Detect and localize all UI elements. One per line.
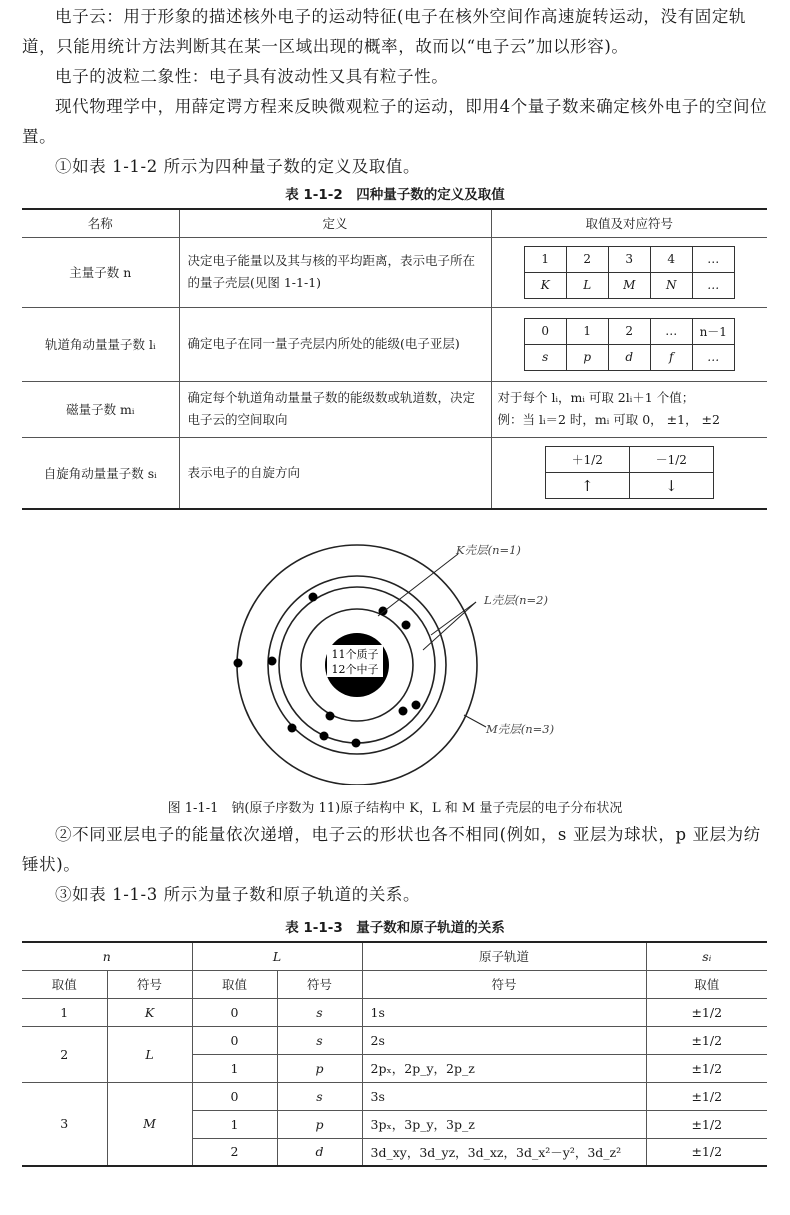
value-cell: －1/2 bbox=[629, 447, 713, 473]
electron-l bbox=[309, 593, 318, 602]
l-symbol: d bbox=[277, 1138, 362, 1166]
electron-l bbox=[402, 621, 411, 630]
symbol-cell: s bbox=[524, 344, 566, 370]
paragraph-electron-cloud: 电子云：用于形象的描述核外电子的运动特征(电子在核外空间作高速旋转运动，没有固定轨道，只能用统计方法判断其在某一区域出现的概率，故而以“电子云”加以形容)。 bbox=[22, 7, 747, 56]
value-cell: ＋1/2 bbox=[545, 447, 629, 473]
orbital: 3pₓ，3p_y，3p_z bbox=[362, 1110, 646, 1138]
electron-l bbox=[399, 707, 408, 716]
l-shell-label: L壳层(n=2) bbox=[484, 593, 548, 607]
spin-values-grid bbox=[545, 446, 714, 499]
symbol-cell: p bbox=[566, 344, 608, 370]
l-shell-leader bbox=[431, 602, 476, 635]
sub-header: 取值 bbox=[192, 970, 277, 998]
electron-k bbox=[326, 712, 335, 721]
value-cell: 2 bbox=[608, 318, 650, 344]
orbital: 3s bbox=[362, 1082, 646, 1110]
quantum-numbers-table bbox=[22, 208, 767, 510]
value-cell: 2 bbox=[566, 246, 608, 272]
row-values bbox=[491, 381, 767, 437]
nucleus-neutrons-label: 12个中子 bbox=[331, 663, 379, 676]
orbitals-table bbox=[22, 941, 767, 1167]
sub-header: 符号 bbox=[277, 970, 362, 998]
table-row bbox=[22, 1026, 767, 1054]
sub-header: 取值 bbox=[22, 970, 107, 998]
l-value: 2 bbox=[192, 1138, 277, 1166]
s-value: ±1/2 bbox=[646, 1082, 767, 1110]
paragraph-table-ref-1: ①如表 1-1-2 所示为四种量子数的定义及取值。 bbox=[55, 157, 421, 176]
table1-header-values: 取值及对应符号 bbox=[491, 209, 767, 237]
l-value: 1 bbox=[192, 1110, 277, 1138]
table-row bbox=[22, 381, 767, 437]
figure-caption: 图 1-1-1 钠(原子序数为 11)原子结构中 K，L 和 M 量子壳层的电子分布状况 bbox=[167, 801, 623, 816]
table1-header-name: 名称 bbox=[22, 209, 179, 237]
value-cell: 4 bbox=[650, 246, 692, 272]
row-definition: 确定每个轨道角动量量子数的能级数或轨道数，决定电子云的空间取向 bbox=[179, 381, 491, 437]
symbol-cell: … bbox=[692, 344, 734, 370]
row-values bbox=[491, 437, 767, 509]
table-row bbox=[22, 237, 767, 307]
orbital: 1s bbox=[362, 998, 646, 1026]
n-symbol: L bbox=[107, 1026, 192, 1082]
group-header-l: L bbox=[192, 942, 362, 970]
row-name: 自旋角动量量子数 sᵢ bbox=[22, 437, 179, 509]
l-value: 0 bbox=[192, 1082, 277, 1110]
s-value: ±1/2 bbox=[646, 1026, 767, 1054]
k-shell-label: K壳层(n=1) bbox=[456, 543, 521, 557]
spin-up-arrow: ↑ bbox=[545, 473, 629, 499]
s-value: ±1/2 bbox=[646, 1054, 767, 1082]
symbol-cell: M bbox=[608, 272, 650, 298]
symbol-cell: d bbox=[608, 344, 650, 370]
table1-header-definition: 定义 bbox=[179, 209, 491, 237]
row-definition: 决定电子能量以及其与核的平均距离，表示电子所在的量子壳层(见图 1-1-1) bbox=[179, 237, 491, 307]
paragraph-table-ref-2: ③如表 1-1-3 所示为量子数和原子轨道的关系。 bbox=[55, 885, 421, 904]
n-value: 2 bbox=[22, 1026, 107, 1082]
electron-m bbox=[234, 659, 243, 668]
symbol-cell: … bbox=[692, 272, 734, 298]
principal-values-grid bbox=[524, 246, 735, 299]
row-values bbox=[491, 307, 767, 381]
l-symbol: s bbox=[277, 998, 362, 1026]
table1-header-row bbox=[22, 209, 767, 237]
paragraph-schrodinger: 现代物理学中，用薛定谔方程来反映微观粒子的运动，即用4个量子数来确定核外电子的空间位置。 bbox=[22, 97, 768, 146]
magnetic-rule-text: 对于每个 lᵢ，mᵢ 可取 2lᵢ＋1 个值； bbox=[497, 390, 695, 405]
sub-header: 符号 bbox=[107, 970, 192, 998]
table2-caption: 表 1-1-3 量子数和原子轨道的关系 bbox=[285, 920, 505, 936]
l-symbol: p bbox=[277, 1110, 362, 1138]
electron-l bbox=[268, 657, 277, 666]
sub-header: 取值 bbox=[646, 970, 767, 998]
electron-l bbox=[320, 732, 329, 741]
table-row bbox=[22, 1082, 767, 1110]
l-shell-leader bbox=[423, 602, 476, 650]
value-cell: … bbox=[692, 246, 734, 272]
table-row bbox=[22, 307, 767, 381]
row-definition: 确定电子在同一量子壳层内所处的能级(电子亚层) bbox=[179, 307, 491, 381]
l-symbol: s bbox=[277, 1082, 362, 1110]
electron-l bbox=[288, 724, 297, 733]
orbital: 3d_xy，3d_yz，3d_xz，3d_x²－y²，3d_z² bbox=[362, 1138, 646, 1166]
table1-caption: 表 1-1-2 四种量子数的定义及取值 bbox=[285, 187, 505, 203]
orbital: 2s bbox=[362, 1026, 646, 1054]
value-cell: … bbox=[650, 318, 692, 344]
paragraph-wave-particle: 电子的波粒二象性：电子具有波动性又具有粒子性。 bbox=[55, 67, 449, 86]
row-values bbox=[491, 237, 767, 307]
symbol-cell: f bbox=[650, 344, 692, 370]
value-cell: 0 bbox=[524, 318, 566, 344]
n-symbol: K bbox=[107, 998, 192, 1026]
table2-sub-header-row bbox=[22, 970, 767, 998]
value-cell: n－1 bbox=[692, 318, 734, 344]
n-symbol: M bbox=[107, 1082, 192, 1166]
nucleus-protons-label: 11个质子 bbox=[331, 648, 379, 661]
l-symbol: s bbox=[277, 1026, 362, 1054]
s-value: ±1/2 bbox=[646, 1138, 767, 1166]
m-shell-label: M壳层(n=3) bbox=[486, 722, 555, 736]
value-cell: 1 bbox=[524, 246, 566, 272]
l-symbol: p bbox=[277, 1054, 362, 1082]
s-value: ±1/2 bbox=[646, 1110, 767, 1138]
n-value: 1 bbox=[22, 998, 107, 1026]
symbol-cell: K bbox=[524, 272, 566, 298]
spin-down-arrow: ↓ bbox=[629, 473, 713, 499]
l-value: 0 bbox=[192, 1026, 277, 1054]
n-value: 3 bbox=[22, 1082, 107, 1166]
group-header-s: sᵢ bbox=[646, 942, 767, 970]
m-shell-leader bbox=[464, 715, 486, 727]
row-name: 磁量子数 mᵢ bbox=[22, 381, 179, 437]
magnetic-example-text: 例：当 lᵢ＝2 时，mᵢ 可取 0， ±1， ±2 bbox=[497, 412, 720, 427]
row-name: 轨道角动量量子数 lᵢ bbox=[22, 307, 179, 381]
symbol-cell: N bbox=[650, 272, 692, 298]
sodium-atom-diagram bbox=[228, 540, 568, 785]
electron-l bbox=[412, 701, 421, 710]
sub-header: 符号 bbox=[362, 970, 646, 998]
value-cell: 1 bbox=[566, 318, 608, 344]
angular-values-grid bbox=[524, 318, 735, 371]
table-row bbox=[22, 437, 767, 509]
orbital: 2pₓ，2p_y，2p_z bbox=[362, 1054, 646, 1082]
value-cell: 3 bbox=[608, 246, 650, 272]
row-name: 主量子数 n bbox=[22, 237, 179, 307]
electron-l bbox=[352, 739, 361, 748]
group-header-n: n bbox=[22, 942, 192, 970]
s-value: ±1/2 bbox=[646, 998, 767, 1026]
table-row bbox=[22, 998, 767, 1026]
symbol-cell: L bbox=[566, 272, 608, 298]
paragraph-energy-levels: ②不同亚层电子的能量依次递增，电子云的形状也各不相同(例如，s 亚层为球状，p 亚层为纺锤状)。 bbox=[22, 825, 761, 874]
l-value: 0 bbox=[192, 998, 277, 1026]
row-definition: 表示电子的自旋方向 bbox=[179, 437, 491, 509]
table2-group-header-row bbox=[22, 942, 767, 970]
group-header-orbital: 原子轨道 bbox=[362, 942, 646, 970]
l-value: 1 bbox=[192, 1054, 277, 1082]
